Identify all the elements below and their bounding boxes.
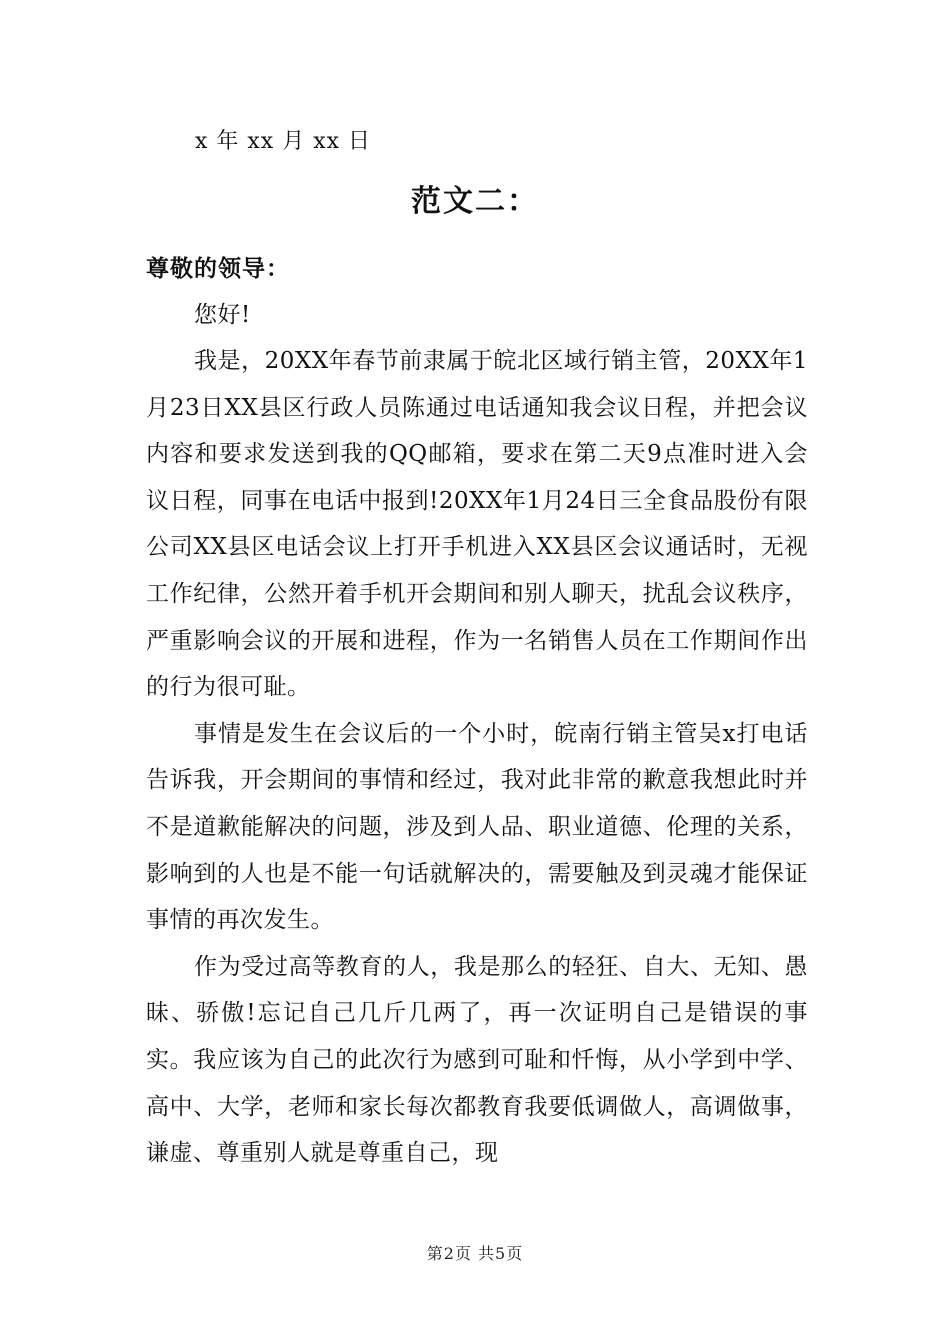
greeting: 您好!: [194, 302, 251, 328]
paragraph-2: 事情是发生在会议后的一个小时，皖南行销主管吴x打电话告诉我，开会期间的事情和经过，我对此非常的歉意我想此时并不是道歉能解决的问题，涉及到人品、职业道德、伦理的关系，影响到的人也是不能一句话就解决的，需要触及到灵魂才能保证事情的再次发生。: [146, 720, 808, 934]
greeting-block: [146, 292, 808, 339]
paragraph-1: 我是，20XX年春节前隶属于皖北区域行销主管，20XX年1月23日XX县区行政人员陈通过电话通知我会议日程，并把会议内容和要求发送到我的QQ邮箱，要求在第二天9点准时进入会议日程，同事在电话中报到!20XX年1月24日三全食品股份有限公司XX县区电话会议上打开手机进入XX县区会议通话时，无视工作纪律，公然开着手机开会期间和别人聊天，扰乱会议秩序，严重影响会议的开展和进程，作为一名销售人员在工作期间作出的行为很可耻。: [146, 348, 808, 701]
page-footer: 第2页 共5页: [426, 1244, 524, 1263]
paragraph-3: 作为受过高等教育的人，我是那么的轻狂、自大、无知、愚昧、骄傲!忘记自己几斤几两了，再一次证明自己是错误的事实。我应该为自己的此次行为感到可耻和忏悔，从小学到中学、高中、大学，老师和家长每次都教育我要低调做人，高调做事，谦虚、尊重别人就是尊重自己，现: [146, 953, 808, 1167]
letter-body: [146, 338, 808, 1177]
section-title: 范文二：: [411, 184, 539, 219]
salutation: 尊敬的领导：: [146, 255, 290, 282]
date-line: x 年 xx 月 xx 日: [195, 129, 372, 154]
